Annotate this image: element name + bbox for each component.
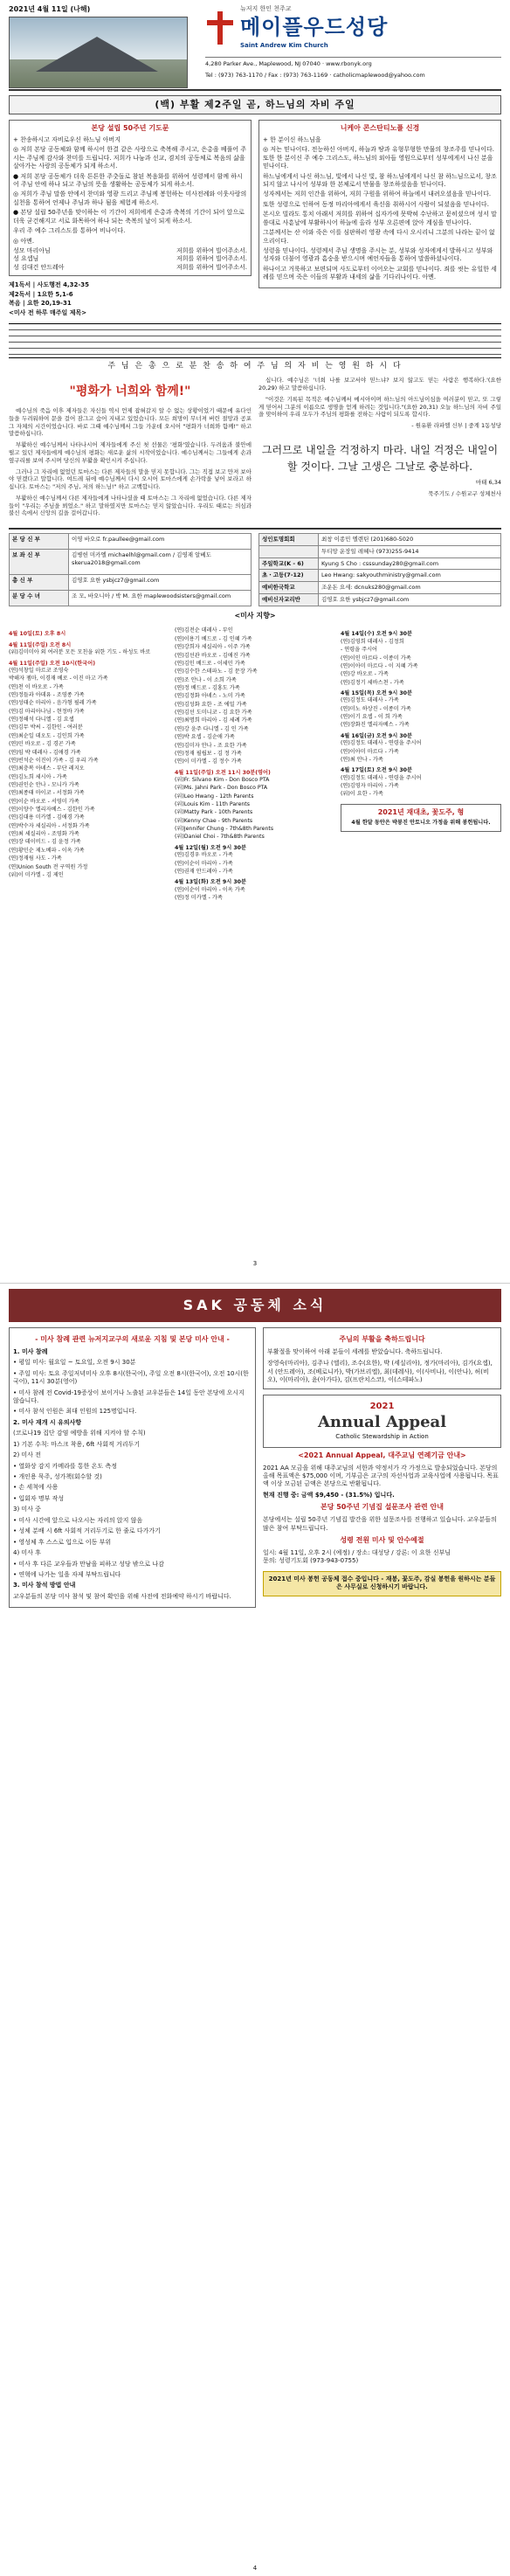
mass-guidelines-box	[9, 1327, 256, 1608]
homily-paragraph: 그러나 그 자리에 없었던 토마스는 다른 제자들의 말을 믿지 못합니다. 그는 직접 보고 만져 보아야 믿겠다고 말합니다. 여드레 뒤에 예수님께서 다시 오시어 토마스에게 손가락을 넣어 보라고 하십니다. 토마스는 "저의 주님, 저의 하느님!" 하고 고백합니다.	[9, 467, 252, 491]
mass-intention-item: (연)정재림 사도 - 가족	[9, 855, 62, 862]
mass-intention-item: (연)임 박 데레사 - 김애경 가족	[9, 749, 81, 756]
litany-name: 성모 마리아님	[13, 247, 51, 255]
offering-text: 4월 한달 동안은 박봉진 안토니오 가정을 위해 봉헌됩니다.	[351, 820, 491, 827]
mass-column-2	[175, 627, 335, 903]
prayer-title: 본당 설립 50주년 기도문	[91, 124, 169, 132]
mass-intention-item: (연)김노희 세시아 - 가족	[9, 773, 67, 780]
mass-intention-item: (연)김정도 데레사 - 연령을 주시어	[341, 774, 422, 781]
litany-response: 저희를 위하여 빌어주소서.	[176, 263, 247, 271]
mass-intention-item: (연)최종태 마이코 - 서정화 가족	[9, 790, 85, 797]
bulletin-page-3	[0, 0, 510, 1271]
guideline-item: • 영성체 후 스스로 입으로 이동 부위	[13, 1538, 112, 1546]
prayer-line: + 찬송하시고 자비로우신 하느님 아버지	[13, 135, 121, 143]
creed-line: 또한 성령으로 인하여 동정 마리아에게서 육신을 취하시어 사람이 되셨음을 믿나이다.	[263, 200, 489, 208]
mass-intention-item: (연)김성화 요한 - 조 에밀 가족	[175, 701, 247, 708]
offering-title: 2021년 재대초, 꽃도주, 형	[377, 807, 465, 816]
mass-intention-item: (연)김전순 데레사 - 부인	[175, 627, 233, 634]
verse-reference: 마태 6,34	[475, 479, 501, 487]
church-name: 메이플우드성당	[240, 14, 389, 40]
mass-day-heading: 4월 15일(목) 오전 9시 30분	[341, 690, 412, 696]
header	[9, 5, 501, 91]
mass-intention-item: (연)황민순 제노베파 - 이옥 가족	[9, 847, 85, 854]
annual-appeal-box	[263, 1395, 501, 1448]
mass-intentions	[9, 627, 501, 903]
table-row: 보 좌 신 부 김병헌 미카엘 michaelhl@gmail.com / 김영재 알베도 skerua2018@gmail.com	[10, 549, 252, 574]
baptism-names: 장영숙(마리아), 김주나 (엘리), 조수(요한), 박 (세실리아), 정가(마리아), 김가(요셉), 서 (안드레아), 조(베로니카), 박(가브리엘), 최(데레사), 이(사비나), 이(안나), 허(비오), 이(마리아), 윤(아가다), 김(프란치스코), 이(스테파노)	[267, 1360, 493, 1384]
guideline-item: • 열화상 감지 카메라를 통한 온도 측정	[13, 1462, 117, 1470]
easter-box	[263, 1327, 501, 1389]
mass-intention-item: (연)강희자 세실리아 - 이주 가족	[175, 644, 251, 651]
mass-intention-item: (위)이 미카엘 - 김 제인	[9, 871, 64, 878]
mass-intention-item: (연)강 바오로 - 가족	[341, 671, 389, 678]
litany-name: 성 요셉님	[13, 255, 39, 263]
mass-intention-item: (연)조 안나 - 이 소희 가족	[175, 676, 237, 683]
creed-line: 그분께서는 산 이와 죽은 이를 심판하러 영광 속에 다시 오시리니 그분의 나라는 끝이 없으리이다.	[263, 229, 495, 245]
gospel-reading: 복음 | 요한 20,19-31	[9, 300, 72, 308]
prayer-line: 우리 주 예수 그리스도를 통하여 비나이다.	[13, 227, 126, 235]
mass-intention-item: - 연령을 주시어	[341, 647, 378, 654]
creed-line: 하나이고 거룩하고 보편되며 사도로부터 이어오는 교회를 믿나이다. 죄를 씻는 유일한 세례를 믿으며 죽은 이들의 부활과 내세의 삶을 기다리나이다. 아멘.	[263, 265, 497, 281]
mass-intention-item: (연)정 미카엘 - 가족	[175, 894, 223, 901]
mass-intention-item: (연)김수한 스테파노 - 김 문장 가족	[175, 668, 258, 675]
mass-intention-item: (위)이 요한 - 가족	[341, 791, 383, 798]
mass-intention-item: (연)최명희 마리아 - 김 세례 가족	[175, 717, 252, 724]
mass-intention-item: (연)최순일 데오도 - 김인희 가족	[9, 732, 85, 739]
guideline-item: (코로나19 집단 감염 예방을 위해 지켜야 할 수칙)	[13, 1430, 146, 1437]
mass-day-heading: 4월 14일(수) 오전 9시 30분	[341, 631, 412, 638]
guideline-item: 3) 미사 중	[13, 1506, 41, 1513]
creed-title: 니케아 콘스탄티노플 신경	[340, 124, 420, 132]
guideline-item: 3. 미사 참석 방법 안내	[13, 1582, 76, 1589]
mass-intention-item: (연)정재 필립보 - 김 정 가족	[175, 750, 242, 757]
mass-day-heading: 4월 11일(주일) 오전 11시 30분(영어)	[175, 769, 271, 776]
appeal-title: Annual Appeal	[317, 1413, 447, 1432]
guideline-item: • 손 세척에 사용	[13, 1484, 59, 1492]
homily-paragraph: 부활하신 예수님께서 나타나시어 제자들에게 주신 첫 선물은 '평화'였습니다. 두려움과 불안에 떨고 있던 제자들에게 예수님의 평화는 새로운 삶의 시작이었습니다. 예수님께서는 그들에게 손과 옆구리를 보여 주시며 당신의 부활을 확인시켜 주십니다.	[9, 441, 252, 464]
homily-paragraph: 부활하신 예수님께서 다른 제자들에게 나타나셨을 때 토마스는 그 자리에 없었습니다. 다른 제자들이 "우리는 주님을 뵈었소." 하고 말하였지만 토마스는 믿지 않았습니다. 우리도 때로는 의심과 불신 속에서 신앙의 길을 걸어갑니다.	[9, 494, 252, 517]
mass-intention-item: (연)정 베드로 - 김홍도 가족	[175, 685, 240, 691]
readings	[9, 281, 252, 317]
mass-intention-item: (연)Union South 전 구역원 가정	[9, 863, 88, 870]
litany-response: 저희를 위하여 빌어주소서.	[176, 255, 247, 263]
mass-intention-item: (연)권인순 안나 - 모니카 가족	[9, 781, 79, 788]
mass-intentions-title: <미사 지향>	[234, 611, 276, 620]
guideline-item: • 성체 분배 시 6ft 사회적 거리두기로 한 줄로 다가가기	[13, 1527, 161, 1535]
mass-intention-item: (연)권재 안드레아 - 가족	[175, 868, 233, 875]
table-row: 분 당 수 녀 조 모, 바오니아 / 박 M. 요한 maplewoodsisters@gmail.com	[10, 590, 252, 606]
mass-intention-item: (연)이양수 엘리자베스 - 김한인 가족	[9, 807, 95, 814]
mass-intention-item: (연)김 마리아나님 - 현정바 가족	[9, 708, 85, 715]
mass-intention-item: (위)Fr. Silvano Kim - Don Bosco PTA	[175, 776, 270, 783]
mass-intention-item: (위)김미미아 외 여러분 모든 모친을 위한 기도 - 하성도 바로	[9, 649, 151, 656]
mass-intention-item: (연)김정도 데레사 - 가족	[341, 697, 399, 704]
mass-intention-item: (연)미노 하상진 - 이종미 가족	[341, 705, 411, 712]
table-row: 초・고등(7-12) Leo Hwang: sakyouthministry@gmail.com	[259, 570, 501, 582]
table-row: 본 당 신 부 이영 바오로 fr.paullee@gmail.com	[10, 534, 252, 550]
mass-intention-item: (연)이아미 마르다 - 가족	[341, 748, 399, 755]
mass-column-1	[9, 627, 169, 903]
guideline-item: • 연혁에 나가는 일을 자제 부탁드립니다	[13, 1570, 121, 1578]
guidelines-title: - 미사 참례 관련 뉴저지교구의 새로운 지침 및 본당 미사 안내 -	[35, 1335, 230, 1343]
mass-intention-item: (위)Ms. Jahni Park - Don Bosco PTA	[175, 785, 268, 792]
readings-note: <미사 전 하루 매주일 제목>	[9, 308, 87, 316]
guideline-item: 교우분들의 본당 미사 참석 및 참여 확인을 위해 사전에 전화예약 하시기 바랍니다.	[13, 1592, 231, 1600]
mass-intention-item: (연)이 미카엘 - 김 정수 가족	[175, 758, 242, 765]
mass-intention-item: (연)장 데이비드 - 김 윤정 가족	[9, 839, 81, 846]
appeal-subtitle: Catholic Stewardship in Action	[335, 1433, 429, 1441]
mass-intention-item: (위)Matty Park - 10th Parents	[175, 809, 253, 816]
offering-box	[341, 804, 501, 832]
staff-directory	[9, 528, 501, 606]
guideline-item: 2. 미사 재개 시 유의사항	[13, 1418, 82, 1426]
prayer-line: ◎ 저희가 주님 말씀 안에서 찬미와 영광 드리고 주님께 봉헌하는 미사전례와 이웃사랑의 실천을 통하여 언제나 주님과 하나 됨을 체험케 하소서.	[13, 190, 247, 206]
issue-date: 2021년 4월 11일 (나해)	[9, 5, 91, 13]
creed-line: 성자께서는 저희 인간을 위하여, 저희 구원을 위하여 하늘에서 내려오셨음을 믿나이다.	[263, 190, 492, 198]
offering-highlight: 2021년 미사 봉헌 공동체 접수 중입니다 - 재봉, 꽃도주, 감실 봉헌을 원하시는 분들은 사무실로 신청하시기 바랍니다.	[263, 1571, 501, 1596]
mass-day-heading: 4월 10일(토) 오후 8시	[9, 631, 66, 638]
community-news-header: SAK 공동체 소식	[9, 1289, 501, 1322]
healing-mass-text: 일시: 4월 11일, 오후 2시 (예정) / 장소: 대성당 / 강론: 이 요한 신부님	[263, 1548, 451, 1556]
table-row: 예비한국학교 조운돈 요세: dcnuks280@gmail.com	[259, 582, 501, 594]
mass-intention-item: (위)Leo Hwang - 12th Parents	[175, 793, 254, 800]
contact-line: Tel : (973) 763-1170 / Fax : (973) 763-1169 · catholicmaplewood@yahoo.com	[205, 72, 425, 80]
bulletin-page-4	[0, 1283, 510, 2576]
survey-text: 본당에서는 설립 50주년 기념집 발간을 위한 설문조사를 진행하고 있습니다. 교우분들의 많은 참여 부탁드립니다.	[263, 1516, 497, 1532]
mass-intention-item: (연)천 이 바오로 - 가족	[9, 683, 64, 690]
mass-intention-item: (연)박 요셉 - 김순애 가족	[175, 734, 235, 741]
table-row: 총 신 부 김영호 요한 ysbjcz7@gmail.com	[10, 575, 252, 591]
mass-intention-item: (연)이순이 마리아 - 이옥 가족	[175, 886, 245, 893]
music-staff	[9, 323, 501, 358]
mass-intention-item: (연)이용기 베드로 - 김 인혜 가족	[175, 635, 252, 642]
mass-intention-item: (위)Daniel Choi - 7th&8th Parents	[175, 834, 265, 841]
mass-intention-item: (연)정해석 다니엘 - 김 요셉	[9, 717, 74, 724]
sunday-title: (백) 부활 제2주일 곧, 하느님의 자비 주일	[9, 95, 501, 114]
healing-mass-contact: 문의: 성령기도회 (973-943-0755)	[263, 1557, 359, 1565]
easter-title: 주님의 부활을 축하드립니다	[339, 1335, 425, 1343]
mass-day-heading: 4월 17일(토) 오전 9시 30분	[341, 767, 412, 774]
mass-intention-item: (위)Louis Kim - 11th Parents	[175, 801, 250, 808]
church-photo	[9, 17, 188, 88]
homily-author: - 원유환 라파엘 신부 | 중계 1동성당	[411, 422, 501, 430]
creed-line: 하느님에게서 나신 하느님, 빛에서 나신 빛, 참 하느님에게서 나신 참 하느님으로서, 창조되지 않고 나시어 성부와 한 본체로서 만물을 창조하셨음을 믿나이다.	[263, 172, 497, 188]
guideline-item: • 평일 미사: 월요일 ~ 토요일, 오전 9시 30분	[13, 1359, 136, 1367]
mass-intention-item: (연)김선관 바오로 - 김애진 가족	[175, 652, 251, 659]
mass-intention-item: (연)이순이 마리아 - 가족	[175, 860, 233, 867]
easter-text: 부활절을 맞이하여 아래 분들이 세례를 받았습니다. 축하드립니다.	[267, 1347, 443, 1355]
homily-text	[9, 407, 252, 521]
guideline-item: 4) 미사 후	[13, 1549, 41, 1557]
creed-line: + 한 분이신 하느님을	[263, 135, 321, 143]
hymn-lyric: 주 님 은 총 으 로 분 찬 송 하 여 주 님 의 자 비 는 영 원 하 시 다	[107, 362, 403, 371]
mass-intention-item: (연)김정화 아녜스 - 노미 가족	[175, 693, 245, 700]
mass-intention-item: 박해자 젬마, 이경재 베로 - 이진 마고 가족	[9, 675, 108, 682]
first-reading: 제1독서 | 사도행전 4,32-35	[9, 281, 89, 289]
mass-day-heading: 4월 13일(화) 오전 9시 30분	[175, 879, 246, 886]
mass-day-heading: 4월 11일(주일) 오전 10시(한국어)	[9, 660, 96, 667]
calligraphy-verse: 그러므로 내일을 걱정하지 마라. 내일 걱정은 내일이 할 것이다. 그날 고생은 그날로 충분하다.	[261, 443, 499, 474]
mass-intention-item: (연)장화진 엘리자베스 - 가족	[341, 722, 410, 729]
church-name-en: Saint Andrew Kim Church	[240, 41, 328, 49]
mass-intention-item: (연)이아미 마르다 - 이 지혜 가족	[341, 662, 418, 669]
homily-text-continued	[258, 377, 501, 433]
guideline-item: 2) 미사 전	[13, 1451, 41, 1459]
mass-intention-item: (위)Kenny Chae - 9th Parents	[175, 817, 253, 824]
table-row: 투티망 운장일 레혜나 (973)255-9414	[259, 545, 501, 557]
mass-intention-item: (연)이순 바오로 - 서영미 가족	[9, 798, 79, 805]
second-reading: 제2독서 | 1요한 5,1-6	[9, 290, 73, 298]
appeal-status: 현재 진행 중: 금액 $9,450 - (31.5%) 입니다.	[263, 1491, 395, 1499]
address: 4,280 Parker Ave., Maplewood, NJ 07040 · www.rbonyk.org	[205, 57, 501, 68]
mass-intention-item: (연)최 안나 - 가족	[341, 756, 383, 763]
guideline-item: • 주일 미사: 토요 주일저녁미사 오후 8시(한국어), 주일 오전 8시(한국어), 오전 10시(한국어), 11시 30분(영어)	[13, 1369, 249, 1386]
litany-name: 성 김대건 안드레아	[13, 263, 65, 271]
guideline-item: 1) 기본 수칙: 마스크 착용, 6ft 사회적 거리두기	[13, 1440, 141, 1448]
mass-intention-item: (연)김영자 마리아 - 가족	[341, 782, 399, 789]
mass-intention-item: (연)김선 도미니코 - 김 요한 가족	[175, 710, 252, 717]
creed-box	[258, 120, 501, 288]
mass-intention-item: (연)박수자 세실리아 - 서정화 가족	[9, 822, 90, 829]
table-row: 예비신자교리반 김영호 요한 ysbjcz7@gmail.com	[259, 593, 501, 606]
logo-subtitle: 뉴저지 한인 천주교	[240, 5, 292, 12]
table-row: 성인토명회회 최창 이종민 엘렌틴 (201)680-5020	[259, 534, 501, 546]
creed-line: 성령을 믿나이다. 성령께서 주님 생명을 주시는 분, 성부와 성자에게서 발하시고 성부와 성자와 더불어 영광과 흠숭을 받으시며 예언자들을 통하여 말씀하셨나이다.	[263, 247, 493, 263]
appeal-text: 2021 AA 모금을 위해 대주교님의 서한과 약정서가 각 가정으로 발송되었습니다. 본당의 올해 목표액은 $75,000 이며, 기부금은 교구의 자선사업과 교육사업에 사용됩니다. 목표액 이상 모금된 금액은 본당으로 반환됩니다.	[263, 1464, 499, 1488]
mass-column-3	[341, 627, 501, 903]
cross-logo-icon	[205, 11, 235, 45]
survey-title: 본당 50주년 기념집 설문조사 관련 안내	[320, 1503, 444, 1512]
calligraphy-credit: 묵주기도 / 수원교구 성체천사	[428, 489, 501, 497]
prayer-line: ● 본당 설립 50주년을 맞이하는 이 기간이 저희에게 은총과 축복의 기간이 되어 앞으로 더욱 굳건해지고 서로 화목하여 하나 되는 축복의 날이 되게 하소서.	[13, 209, 245, 225]
mass-intention-item: (연)이인 마르타 - 이종미 가족	[341, 654, 411, 661]
mass-intention-item: (연)정들과 아데유 - 조영종 가족	[9, 692, 85, 698]
mass-intention-item: (연)김무 박씨 - 김한인 - 여러분	[9, 724, 83, 731]
guideline-item: • 미사 시간에 앞으로 나오시는 자리의 앉지 않음	[13, 1516, 143, 1524]
mass-day-heading: 4월 11일(주일) 오전 8시	[9, 641, 72, 648]
mass-intention-item: (위)Jennifer Chung - 7th&8th Parents	[175, 826, 274, 833]
creed-line: 본시오 빌라도 통치 아래서 저희를 위하여 십자가에 못박혀 수난하고 묻히셨으며 성서 말씀대로 사흗날에 부활하시어 하늘에 올라 성부 오른편에 앉아 계심을 믿나이다.	[263, 211, 497, 226]
homily-paragraph: "이것은 기록된 목적은 예수님께서 메시아이며 하느님의 아드님이심을 여러분이 믿고, 또 그렇게 믿어서 그분의 이름으로 생명을 얻게 하려는 것입니다."(요한 20,31) 오늘 하느님의 자비 주일을 맞이하여 우리 모두가 주님의 평화를 전하는 사람이 되도록 합시다.	[258, 395, 501, 419]
homily-paragraph: 십니다. 예수님은 '너희 나를 보고서야 믿느냐? 보지 않고도 믿는 사람은 행복하다.'(요한 20,29) 하고 말씀하십니다.	[258, 377, 501, 392]
page-number: 3	[252, 1259, 258, 1267]
mass-intention-item: (연)김영희 데레사 - 김정희	[341, 638, 404, 645]
prayer-line: ◎ 아멘.	[13, 237, 35, 245]
table-row: 주일학교(K - 6) Kyung S Cho : csssunday280@gmail.com	[259, 557, 501, 570]
mass-day-heading: 4월 12일(월) 오전 9시 30분	[175, 844, 246, 851]
guideline-item: • 개인용 묵주, 성가책(회수할 것)	[13, 1473, 102, 1481]
mass-intention-item: (연)최충복 아녜스 - 부단 레지오	[9, 765, 85, 772]
healing-mass-title: 성령 전원 미사 및 안수예절	[340, 1536, 424, 1544]
mass-intention-item: (연)강 윤주 다니엘 - 김 인 가족	[175, 725, 249, 732]
guidelines-list	[13, 1348, 252, 1602]
mass-intention-item: (연)이기 요셉 - 이 희 가족	[341, 714, 403, 721]
homily-title: "평화가 너희와 함께!"	[69, 384, 191, 399]
mass-intention-item: (연)김경우 바오로 - 가족	[175, 852, 233, 859]
appeal-year: 2021	[369, 1401, 395, 1411]
appeal-heading: <2021 Annual Appeal, 대주교님 연례기금 안내>	[298, 1451, 466, 1459]
prayer-line: ● 저희 본당 공동체가 더욱 튼튼한 주춧돌로 참된 복음화를 위하여 성령께서 함께 하시어 주님 안에 하나 되고 주님의 뜻을 생활하는 공동체가 되게 하소서.	[13, 172, 243, 188]
guideline-item: • 미사 참석 인원은 최대 인원의 125명입니다.	[13, 1408, 137, 1416]
mass-intention-item: (연)김인 베드로 - 이세민 가족	[175, 660, 245, 667]
homily-paragraph: 예수님의 죽음 이후 제자들은 자신들 역시 언제 잡혀갈지 알 수 없는 상황이었기 때문에 유다인들을 두려워하여 문을 걸어 잠그고 숨어 지내고 있었습니다. 모든 희망이 무너져 버린 절망과 공포 그 자체의 시간이었습니다. 바로 그때 예수님께서 그들 가운데 오시어 "평화가 너희와 함께!" 하고 말씀하십니다.	[9, 407, 252, 438]
mass-intention-item: (연)김미자 안나 - 조 요한 가족	[175, 742, 247, 749]
mass-intention-item: (연)김정도 데레사 - 연령을 주시어	[341, 740, 422, 747]
mass-intention-item: (연)최 세실리아 - 조영화 가족	[9, 831, 79, 838]
guideline-item: • 미사 참례 전 Covid-19증상이 보이거나 노출된 교우분들은 14일 동안 본당에 오시지 않습니다.	[13, 1388, 245, 1404]
page-number: 4	[252, 2564, 258, 2572]
guideline-item: • 입회자 명부 작성	[13, 1494, 65, 1502]
mass-intention-item: (연)김정기 세바스천 - 가족	[341, 679, 404, 686]
guideline-item: 1. 미사 참례	[13, 1347, 48, 1355]
mass-intention-item: (연)빈석순 이진이 가족 - 김 우리 가족	[9, 757, 99, 764]
guideline-item: • 미사 후 다른 교우들과 만남을 피하고 성당 밖으로 나감	[13, 1560, 164, 1568]
creed-line: ◎ 저는 믿나이다. 전능하신 아버지, 하늘과 땅과 유형무형한 만물의 창조주를 믿나이다. 또한 한 분이신 주 예수 그리스도, 하느님의 외아들 영원으로부터 성부에게서 나신 분을 믿나이다.	[263, 146, 494, 170]
prayer-box	[9, 120, 252, 276]
mass-intention-item: (연)성태순 마리아 - 음가형 필레 가족	[9, 700, 97, 707]
mass-intention-item: (연)민 바오로 - 김 경곤 가족	[9, 741, 76, 748]
mass-intention-item: (연)석창일 마르코 조영숙	[9, 667, 69, 674]
mass-intention-item: (연)김대용 미카엘 - 김애경 가족	[9, 814, 85, 821]
litany-response: 저희를 위하여 빌어주소서.	[176, 247, 247, 255]
prayer-line: ◎ 저희 본당 공동체와 함께 하시어 한결 같은 사랑으로 축복해 주시고, 은총을 베풀어 주시는 주님께 감사와 찬미를 드립니다. 저희가 나눔과 선교, 겸치의 공동체로 복음의 삶을 살아가는 사랑의 공동체가 되게 하소서.	[13, 146, 247, 170]
mass-day-heading: 4월 16일(금) 오전 9시 30분	[341, 732, 412, 739]
